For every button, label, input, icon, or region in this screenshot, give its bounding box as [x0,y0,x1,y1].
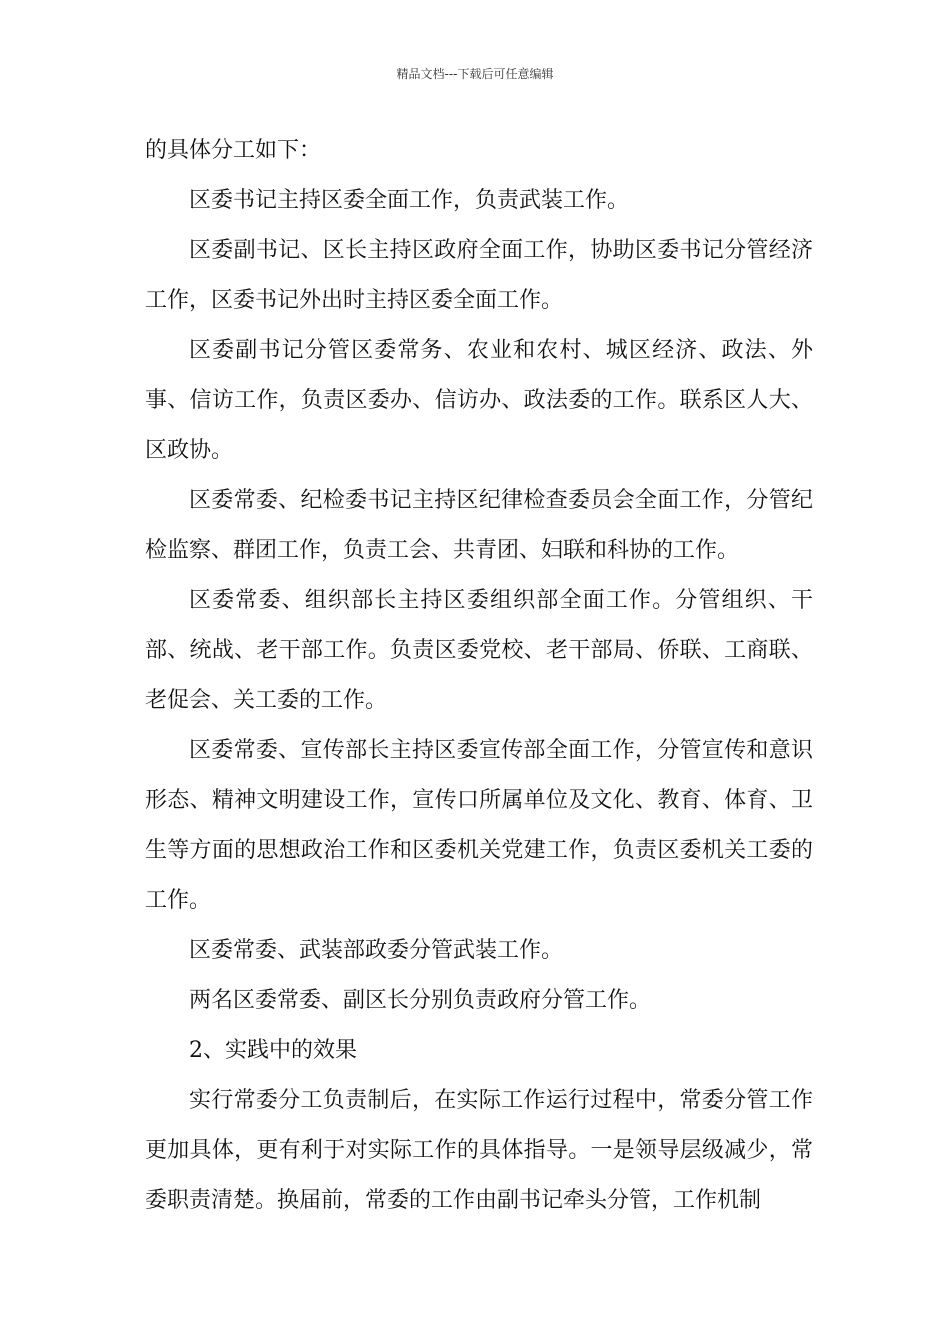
paragraph-division-intro: 的具体分工如下： [145,138,322,163]
page-header: 精品文档---下载后可任意编辑 [396,67,554,81]
paragraph-party-secretary: 区委书记主持区委全面工作，负责武装工作。 [189,188,630,213]
paragraph-organization-department: 区委常委、组织部长主持区委组织部全面工作。分管组织、干部、统战、老干部工作。负责区委党校、老干部局、侨联、工商联、老促会、关工委的工作。 [145,588,813,713]
paragraph-discipline-inspection: 区委常委、纪检委书记主持区纪律检查委员会全面工作，分管纪检监察、群团工作，负责工会、共青团、妇联和科协的工作。 [145,488,813,563]
paragraph-deputy-secretary: 区委副书记分管区委常务、农业和农村、城区经济、政法、外事、信访工作，负责区委办、信访办、政法委的工作。联系区人大、区政协。 [145,338,813,463]
paragraph-armed-forces: 区委常委、武装部政委分管武装工作。 [189,938,564,963]
document-body [145,126,813,1226]
paragraph-deputy-district-heads: 两名区委常委、副区长分别负责政府分管工作。 [189,988,652,1013]
paragraph-propaganda-department: 区委常委、宣传部长主持区委宣传部全面工作，分管宣传和意识形态、精神文明建设工作，宣传口所属单位及文化、教育、体育、卫生等方面的思想政治工作和区委机关党建工作，负责区委机关工委的工作。 [145,738,813,913]
paragraph-practice-effects: 实行常委分工负责制后，在实际工作运行过程中，常委分管工作更加具体，更有利于对实际工作的具体指导。一是领导层级减少，常委职责清楚。换届前，常委的工作由副书记牵头分管，工作机制 [145,1088,813,1213]
paragraph-deputy-secretary-district-head: 区委副书记、区长主持区政府全面工作，协助区委书记分管经济工作，区委书记外出时主持区委全面工作。 [145,238,813,313]
section-heading-practice-effects: 2、实践中的效果 [189,1038,357,1063]
